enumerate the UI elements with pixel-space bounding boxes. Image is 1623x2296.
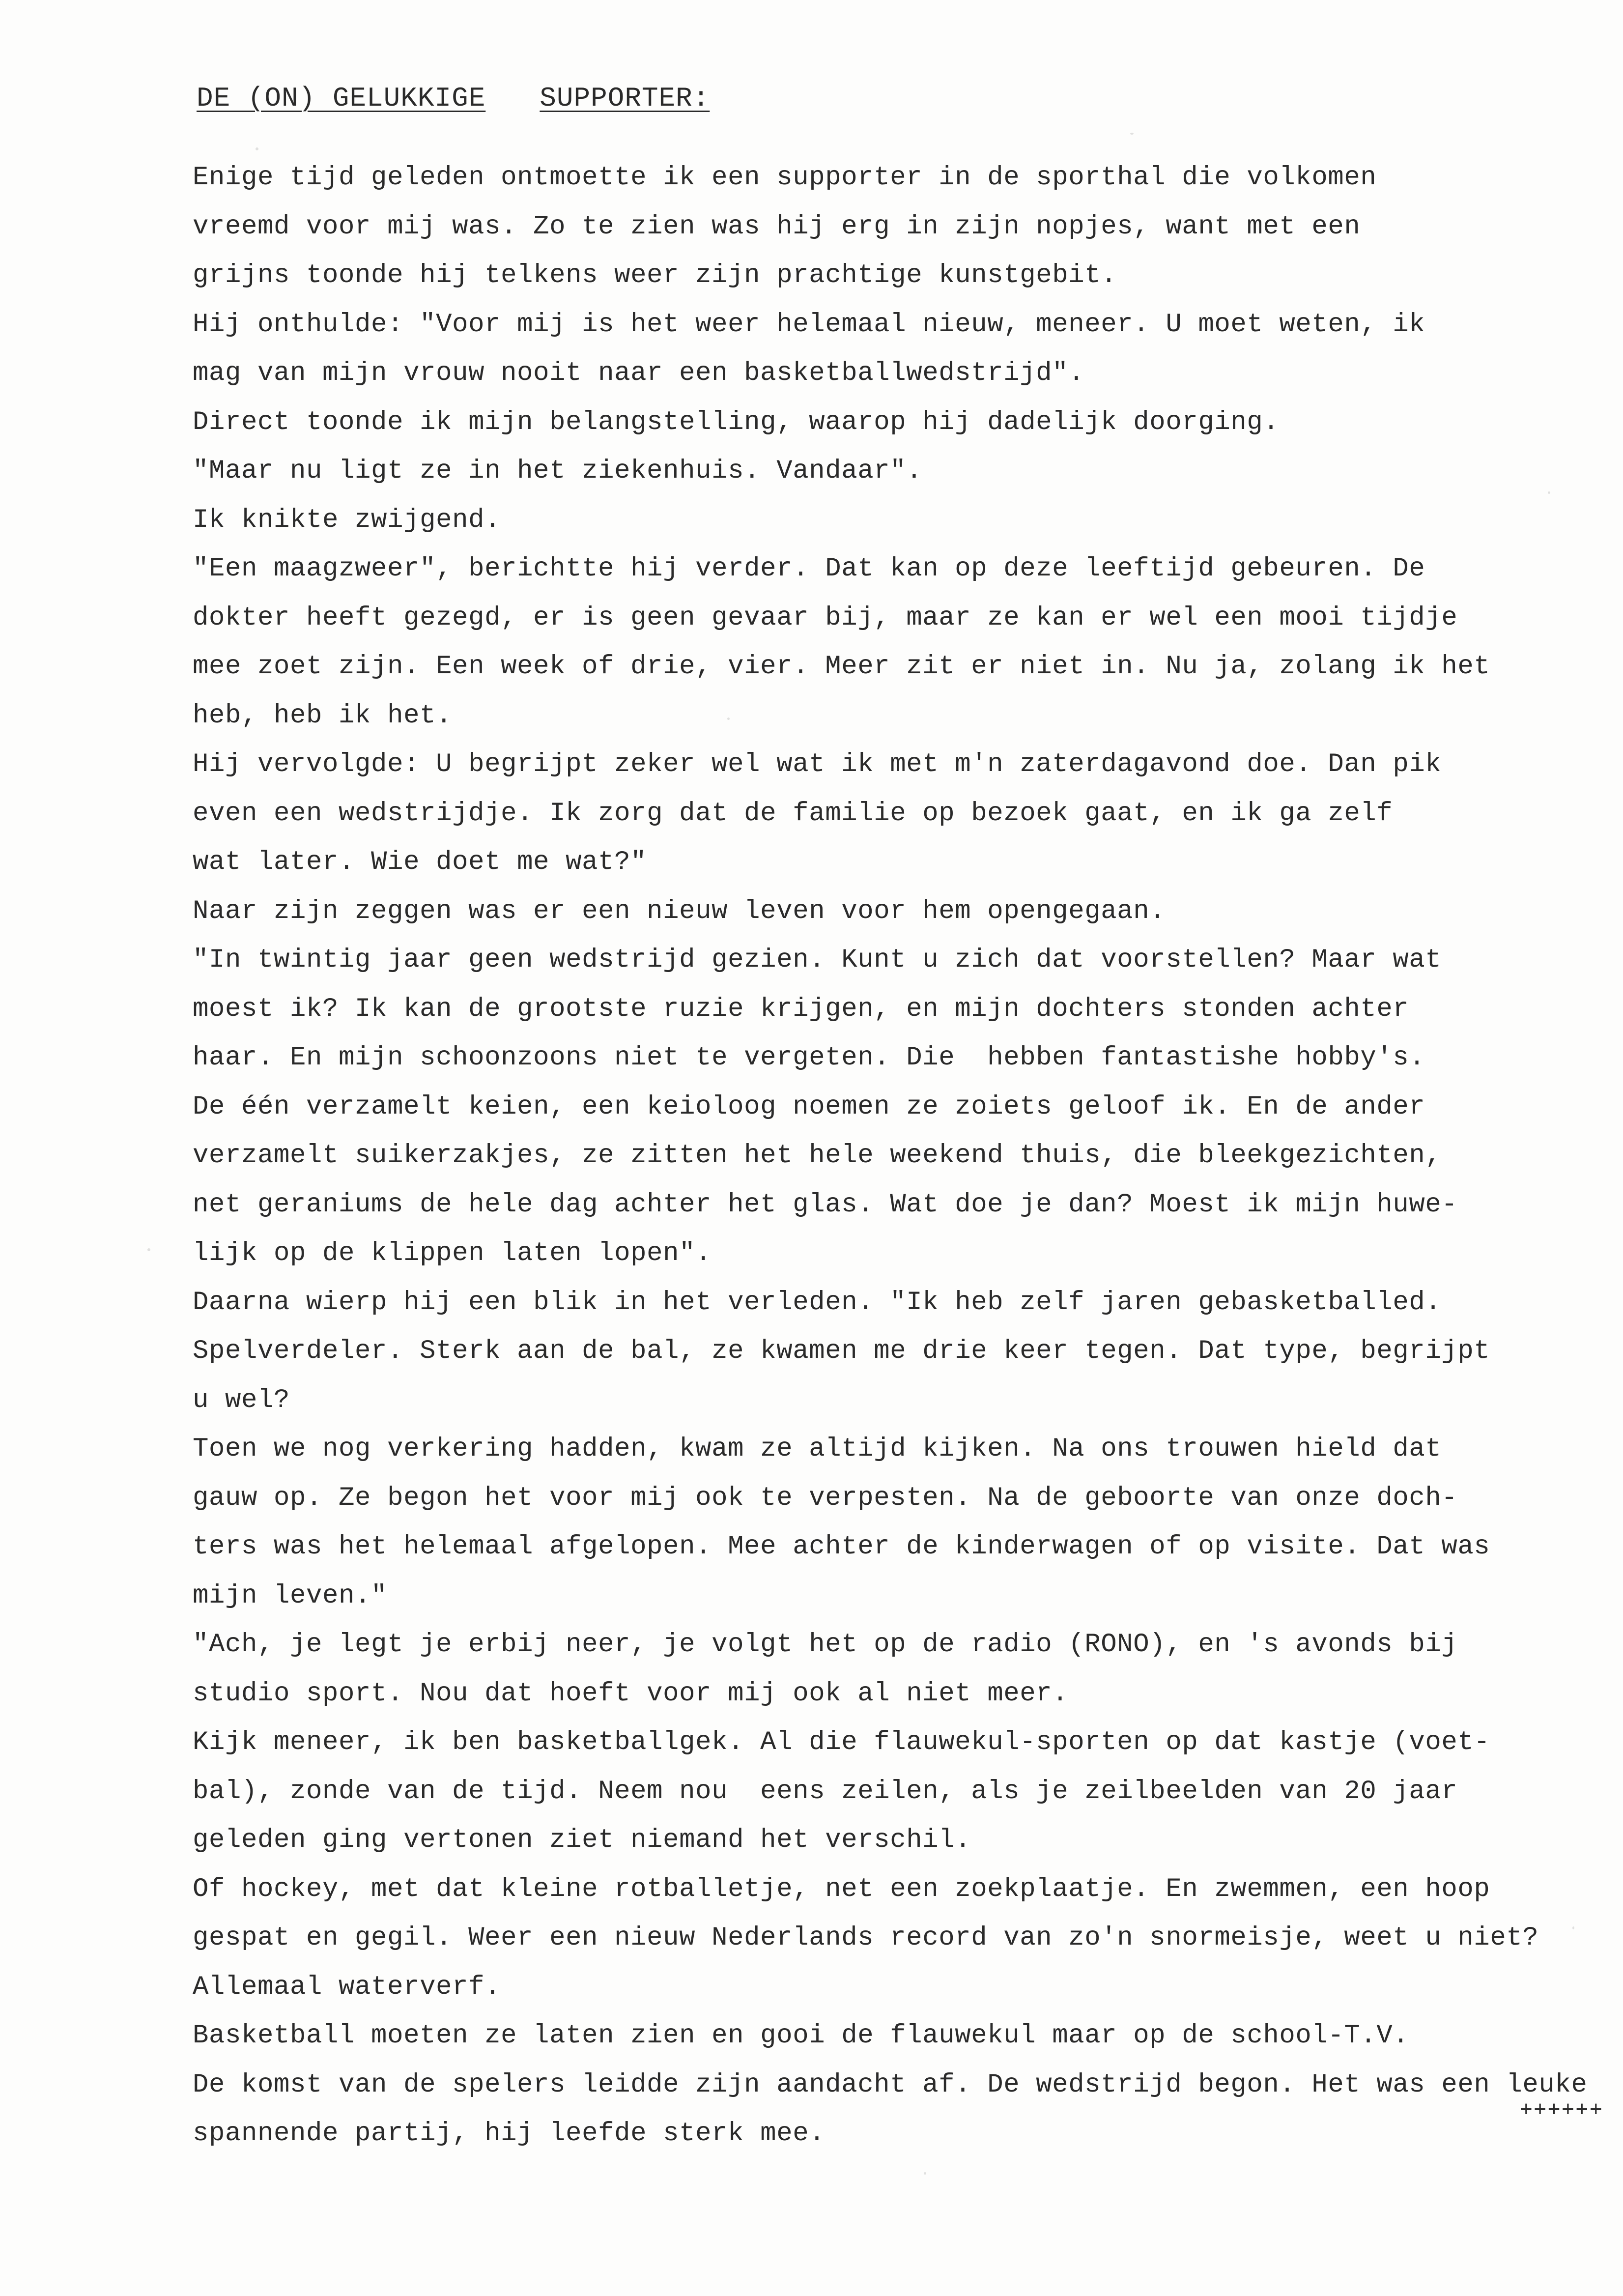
text-line: Basketball moeten ze laten zien en gooi de flauwekul maar op de school-T.V. — [193, 2021, 1409, 2051]
text-line: Direct toonde ik mijn belangstelling, waarop hij dadelijk doorging. — [193, 407, 1280, 437]
text-line: even een wedstrijdje. Ik zorg dat de familie op bezoek gaat, en ik ga zelf — [193, 798, 1393, 829]
text-line: mee zoet zijn. Een week of drie, vier. Meer zit er niet in. Nu ja, zolang ik het — [193, 652, 1490, 682]
text-line: Hij onthulde: "Voor mij is het weer helemaal nieuw, meneer. U moet weten, ik — [193, 309, 1425, 340]
paper-speck — [924, 2172, 926, 2175]
text-line: "Maar nu ligt ze in het ziekenhuis. Vandaar". — [193, 456, 923, 486]
text-line: lijk op de klippen laten lopen". — [193, 1238, 712, 1268]
text-line: De komst van de spelers leidde zijn aandacht af. De wedstrijd begon. Het was een leuke — [193, 2069, 1588, 2100]
text-line: Enige tijd geleden ontmoette ik een supporter in de sporthal die volkomen — [193, 163, 1377, 193]
text-line: De één verzamelt keien, een keioloog noemen ze zoiets geloof ik. En de ander — [193, 1091, 1425, 1122]
text-line: "Ach, je legt je erbij neer, je volgt het op de radio (RONO), en 's avonds bij — [193, 1630, 1458, 1660]
text-line: Kijk meneer, ik ben basketballgek. Al die flauwekul-sporten op dat kastje (voet- — [193, 1727, 1490, 1757]
text-line: Hij vervolgde: U begrijpt zeker wel wat ik met m'n zaterdagavond doe. Dan pik — [193, 749, 1442, 779]
text-line: spannende partij, hij leefde sterk mee. — [193, 2119, 826, 2149]
document-body — [193, 153, 1598, 2158]
text-line: gespat en gegil. Weer een nieuw Nederlands record van zo'n snormeisje, weet u niet? — [193, 1923, 1539, 1953]
paper-speck — [147, 1248, 150, 1251]
text-line: geleden ging vertonen ziet niemand het verschil. — [193, 1825, 971, 1855]
text-line: Spelverdeler. Sterk aan de bal, ze kwamen me drie keer tegen. Dat type, begrijpt — [193, 1336, 1490, 1366]
text-line: Toen we nog verkering hadden, kwam ze altijd kijken. Na ons trouwen hield dat — [193, 1434, 1442, 1464]
end-mark: ++++++ — [1519, 2098, 1603, 2123]
text-line: "In twintig jaar geen wedstrijd gezien. Kunt u zich dat voorstellen? Maar wat — [193, 945, 1442, 975]
text-line: gauw op. Ze begon het voor mij ook te verpesten. Na de geboorte van onze doch- — [193, 1483, 1458, 1513]
text-line: net geraniums de hele dag achter het glas. Wat doe je dan? Moest ik mijn huwe- — [193, 1189, 1458, 1220]
document-title — [197, 79, 710, 118]
title-right: SUPPORTER: — [540, 83, 710, 114]
text-line: Daarna wierp hij een blik in het verleden. "Ik heb zelf jaren gebasketballed. — [193, 1287, 1442, 1318]
text-line: verzamelt suikerzakjes, ze zitten het hele weekend thuis, die bleekgezichten, — [193, 1141, 1442, 1171]
paper-speck — [256, 147, 258, 150]
text-line: grijns toonde hij telkens weer zijn prachtige kunstgebit. — [193, 260, 1117, 290]
text-line: vreemd voor mij was. Zo te zien was hij erg in zijn nopjes, want met een — [193, 211, 1361, 242]
text-line: bal), zonde van de tijd. Neem nou eens zeilen, als je zeilbeelden van 20 jaar — [193, 1776, 1458, 1807]
text-line: mijn leven." — [193, 1580, 388, 1611]
text-line: Of hockey, met dat kleine rotballetje, net een zoekplaatje. En zwemmen, een hoop — [193, 1874, 1490, 1904]
text-line: studio sport. Nou dat hoeft voor mij ook al niet meer. — [193, 1678, 1069, 1709]
text-line: moest ik? Ik kan de grootste ruzie krijgen, en mijn dochters stonden achter — [193, 994, 1409, 1024]
title-left: DE (ON) GELUKKIGE — [197, 83, 486, 114]
text-line: ters was het helemaal afgelopen. Mee achter de kinderwagen of op visite. Dat was — [193, 1532, 1490, 1562]
text-line: Naar zijn zeggen was er een nieuw leven voor hem opengegaan. — [193, 896, 1166, 926]
paper-speck — [1130, 133, 1134, 135]
text-line: haar. En mijn schoonzoons niet te vergeten. Die hebben fantastishe hobby's. — [193, 1043, 1425, 1073]
text-line: Ik knikte zwijgend. — [193, 505, 501, 535]
text-line: heb, heb ik het. — [193, 700, 453, 731]
text-line: mag van mijn vrouw nooit naar een basketballwedstrijd". — [193, 358, 1085, 388]
text-line: u wel? — [193, 1385, 290, 1415]
text-line: wat later. Wie doet me wat?" — [193, 847, 647, 877]
text-line: Allemaal waterverf. — [193, 1972, 501, 2002]
text-line: "Een maagzweer", berichtte hij verder. Dat kan op deze leeftijd gebeuren. De — [193, 554, 1425, 584]
text-line: dokter heeft gezegd, er is geen gevaar bij, maar ze kan er wel een mooi tijdje — [193, 603, 1458, 633]
